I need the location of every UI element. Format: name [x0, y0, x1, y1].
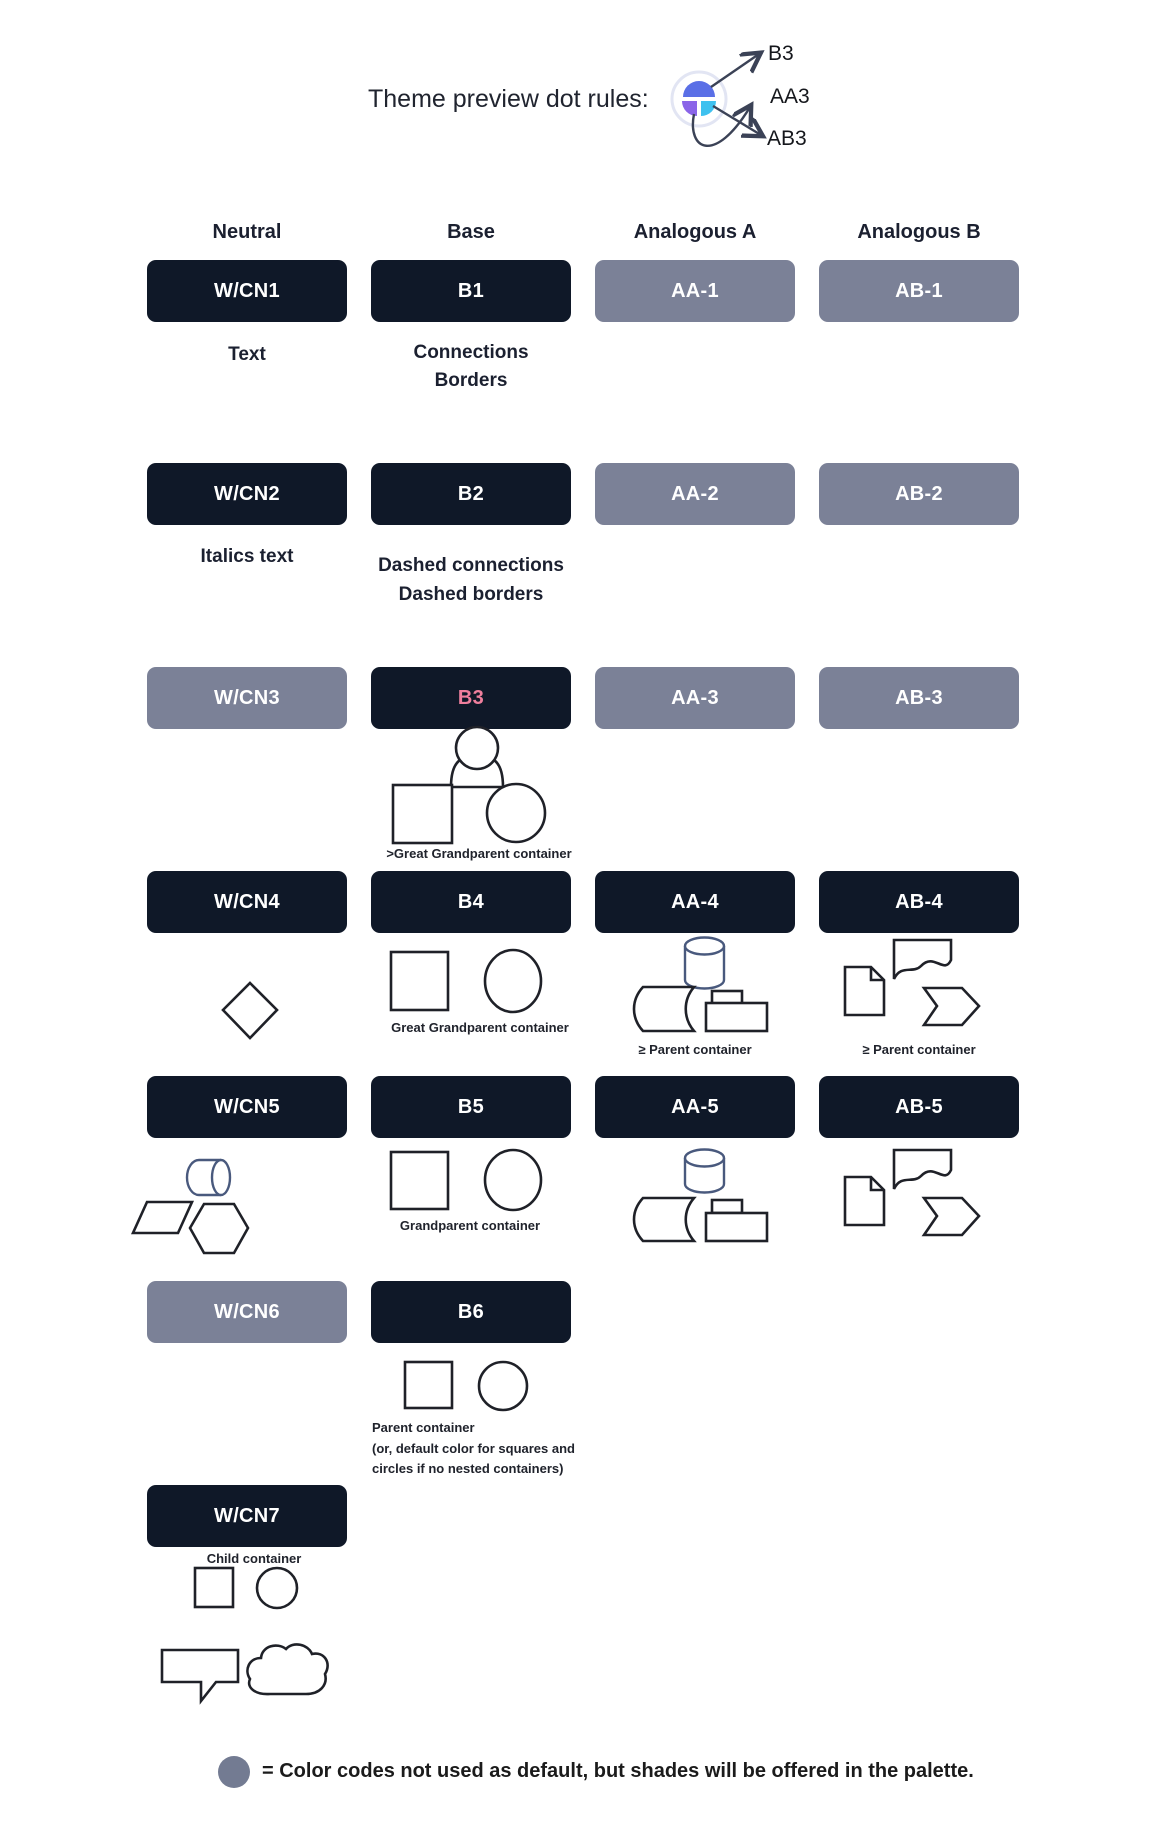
torn-paper-icon-ab4 [894, 940, 951, 979]
stored-data-icon-aa4 [634, 987, 694, 1031]
speech-bubble-icon [162, 1650, 238, 1701]
dot-label-aa3: AA3 [770, 85, 810, 108]
theme-preview-dot-icon [672, 72, 726, 126]
swatch-ab5: AB-5 [819, 1076, 1019, 1138]
swatch-ab1: AB-1 [819, 260, 1019, 322]
stored-data-icon-aa5 [634, 1198, 694, 1241]
square-icon-wcn7 [195, 1568, 233, 1607]
torn-paper-icon-ab5 [894, 1150, 951, 1189]
caption-child-container: Child container [206, 1551, 302, 1566]
swatch-aa2: AA-2 [595, 463, 795, 525]
document-fold-icon-ab4 [871, 967, 884, 980]
chevron-icon-ab5 [924, 1198, 979, 1235]
caption-text: Text [228, 344, 266, 365]
caption-great-grandparent: Great Grandparent container [391, 1020, 569, 1035]
column-header-analogous-a: Analogous A [633, 221, 757, 243]
parallelogram-icon-wcn5 [133, 1202, 192, 1233]
swatch-b6: B6 [371, 1281, 571, 1343]
caption-italics-text: Italics text [200, 546, 294, 567]
swatch-b4: B4 [371, 871, 571, 933]
circle-icon-b5 [485, 1150, 541, 1210]
cylinder-icon-aa5 [685, 1150, 724, 1193]
square-icon-b6 [405, 1362, 452, 1408]
caption-great-grandparent-gt: >Great Grandparent container [386, 846, 572, 861]
swatch-wcn7: W/CN7 [147, 1485, 347, 1547]
caption-parent-line1: Parent container [372, 1420, 475, 1435]
legend-dot-icon [218, 1756, 250, 1788]
swatch-aa4: AA-4 [595, 871, 795, 933]
caption-dashed-connections: Dashed connections [378, 555, 564, 576]
column-header-base: Base [447, 221, 495, 243]
document-icon-ab4 [845, 967, 884, 1015]
caption-parent-line2: (or, default color for squares and [372, 1441, 575, 1456]
card-tab-icon-aa4 [712, 991, 742, 1004]
document-fold-icon-ab5 [871, 1177, 884, 1190]
circle-icon-b3 [487, 784, 545, 842]
circle-icon-b6 [479, 1362, 527, 1410]
column-header-analogous-b: Analogous B [857, 221, 981, 243]
card-icon-aa5 [706, 1213, 767, 1241]
cylinder-icon-aa4 [685, 938, 724, 989]
caption-connections: Connections [413, 342, 529, 363]
caption-grandparent: Grandparent container [399, 1218, 541, 1233]
square-icon-b5 [391, 1152, 448, 1209]
dot-label-b3: B3 [768, 42, 794, 65]
swatch-ab2: AB-2 [819, 463, 1019, 525]
swatch-wcn5: W/CN5 [147, 1076, 347, 1138]
swatch-b5: B5 [371, 1076, 571, 1138]
document-icon-ab5 [845, 1177, 884, 1225]
swatch-wcn2: W/CN2 [147, 463, 347, 525]
caption-borders: Borders [434, 370, 508, 391]
swatch-wcn4: W/CN4 [147, 871, 347, 933]
swatch-b1: B1 [371, 260, 571, 322]
dot-label-ab3: AB3 [767, 127, 807, 150]
swatch-aa3: AA-3 [595, 667, 795, 729]
circle-icon-b4 [485, 950, 541, 1012]
person-body-icon [451, 756, 503, 787]
card-tab-icon-aa5 [712, 1200, 742, 1213]
arrow-to-b3 [711, 54, 759, 87]
caption-ge-parent-aa: ≥ Parent container [638, 1042, 752, 1057]
hexagon-icon-wcn5 [190, 1204, 248, 1253]
swatch-aa1: AA-1 [595, 260, 795, 322]
swatch-wcn3: W/CN3 [147, 667, 347, 729]
square-icon-b3 [393, 785, 452, 843]
page-title: Theme preview dot rules: [368, 85, 649, 113]
swatch-wcn1: W/CN1 [147, 260, 347, 322]
swatch-aa5: AA-5 [595, 1076, 795, 1138]
card-icon-aa4 [706, 1003, 767, 1031]
swatch-b3 [371, 667, 571, 729]
person-head-icon [456, 727, 498, 769]
column-header-neutral: Neutral [212, 221, 282, 243]
swatch-b3-label: B3 [457, 686, 485, 709]
diamond-icon [223, 983, 277, 1038]
caption-parent-line3: circles if no nested containers) [372, 1461, 564, 1476]
swatch-ab4: AB-4 [819, 871, 1019, 933]
arrow-to-ab3 [713, 106, 761, 135]
caption-ge-parent-ab: ≥ Parent container [862, 1042, 976, 1057]
swatch-b2: B2 [371, 463, 571, 525]
arrow-to-aa3 [693, 107, 750, 146]
swatch-ab3: AB-3 [819, 667, 1019, 729]
swatch-wcn6: W/CN6 [147, 1281, 347, 1343]
cloud-icon [247, 1644, 327, 1694]
chevron-icon-ab4 [924, 988, 979, 1025]
cylinder-horizontal-icon-wcn5 [187, 1160, 230, 1195]
square-icon-b4 [391, 952, 448, 1010]
legend-text: = Color codes not used as default, but shades will be offered in the palette. [262, 1760, 974, 1782]
caption-dashed-borders: Dashed borders [398, 584, 544, 605]
circle-icon-wcn7 [257, 1568, 297, 1608]
